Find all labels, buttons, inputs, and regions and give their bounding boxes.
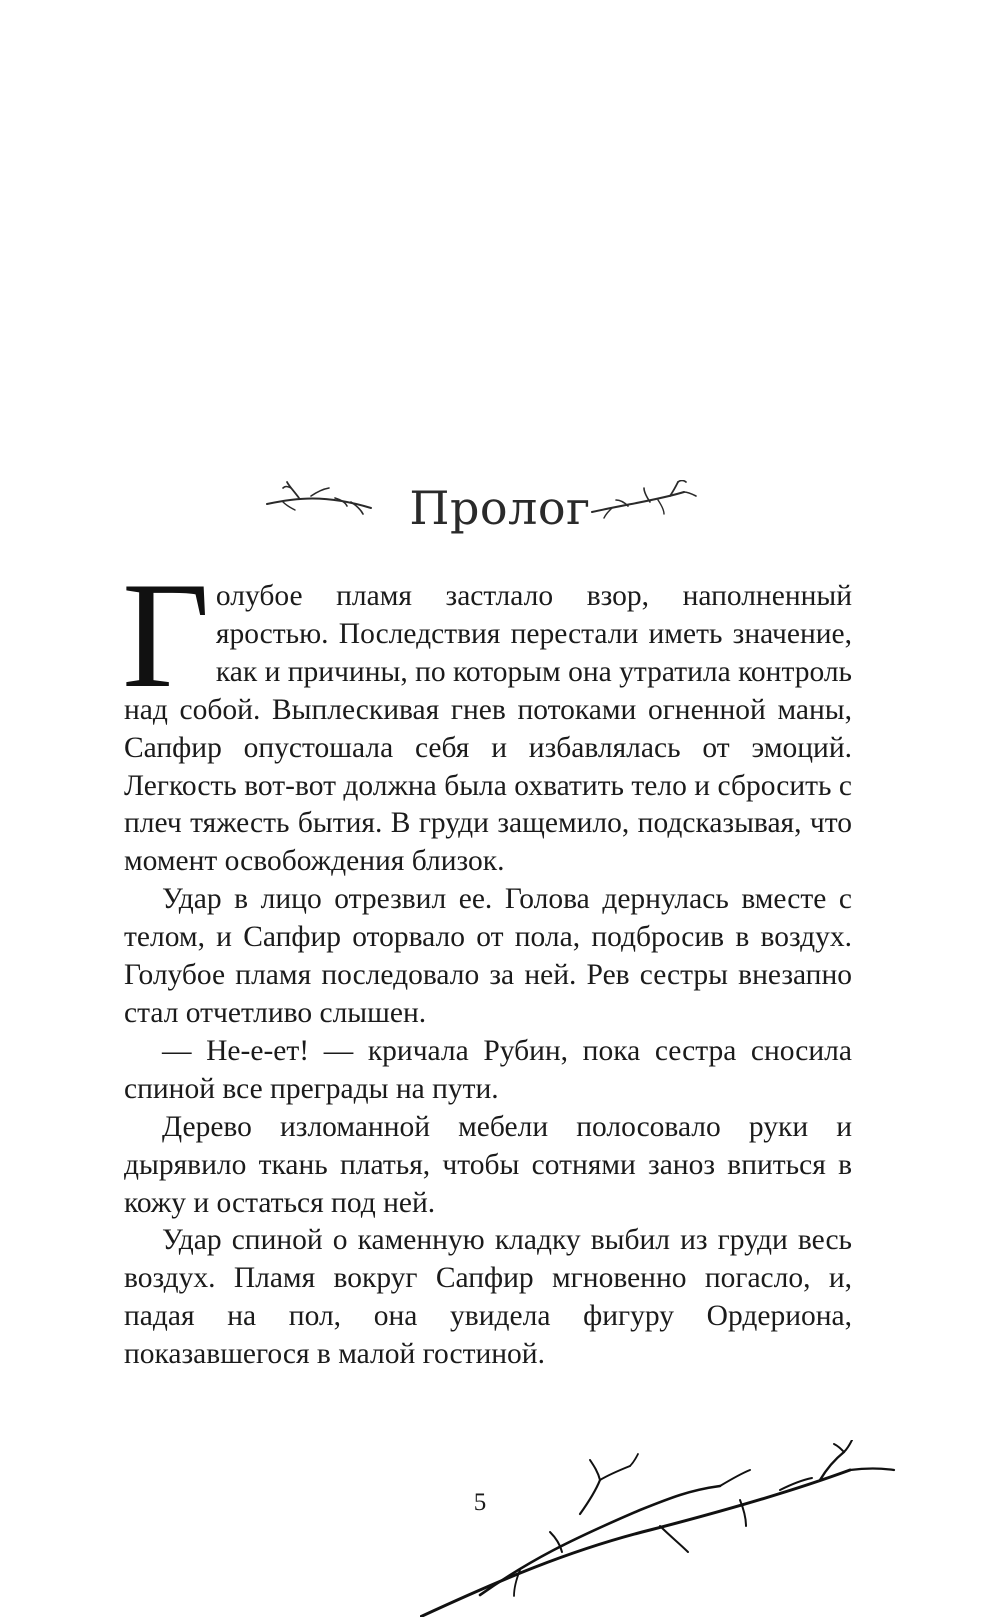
right-branch-ornament-icon [588,480,700,520]
paragraph-1 [122,551,852,881]
chapter-title: Пролог [409,481,591,535]
paragraph-5: Удар спиной о каменную кладку выбил из груди весь воздух. Пламя вокруг Сапфир мгновенно погасло, и, падая на пол, она увидела фигуру Ордериона, показавшегося в малой гостиной. [124,1224,852,1371]
paragraph-1-text: олубое пламя застлало взор, наполненный яростью. Последствия перестали иметь значение, как и причины, по которым она утратила контроль над собой. Выплескивая гнев потоками огненной маны, Сапфир опустошала себя и избавлялась от эмоций. Легкость вот-вот должна была охватить тело и сбросить с плеч тяжесть бытия. В груди защемило, подсказывая, что момент освобождения близок. [124,580,852,878]
drop-cap: Г [122,551,210,719]
paragraph-3: — Не-е-ет! — кричала Рубин, пока сестра сносила спиной все преграды на пути. [124,1034,852,1105]
chapter-body [122,551,852,1374]
chapter-heading [0,478,1000,548]
paragraph-4: Дерево изломанной мебели полосовало руки и дырявило ткань платья, чтобы сотнями заноз впиться в кожу и остаться под ней. [124,1110,852,1219]
page-number: 5 [473,1489,487,1516]
paragraph-2: Удар в лицо отрезвил ее. Голова дернулась вместе с телом, и Сапфир оторвало от пола, подбросив в воздух. Голубое пламя последовало за ней. Рев сестры внезапно стал отчетливо слышен. [124,883,852,1029]
corner-branch-icon [420,1440,900,1617]
